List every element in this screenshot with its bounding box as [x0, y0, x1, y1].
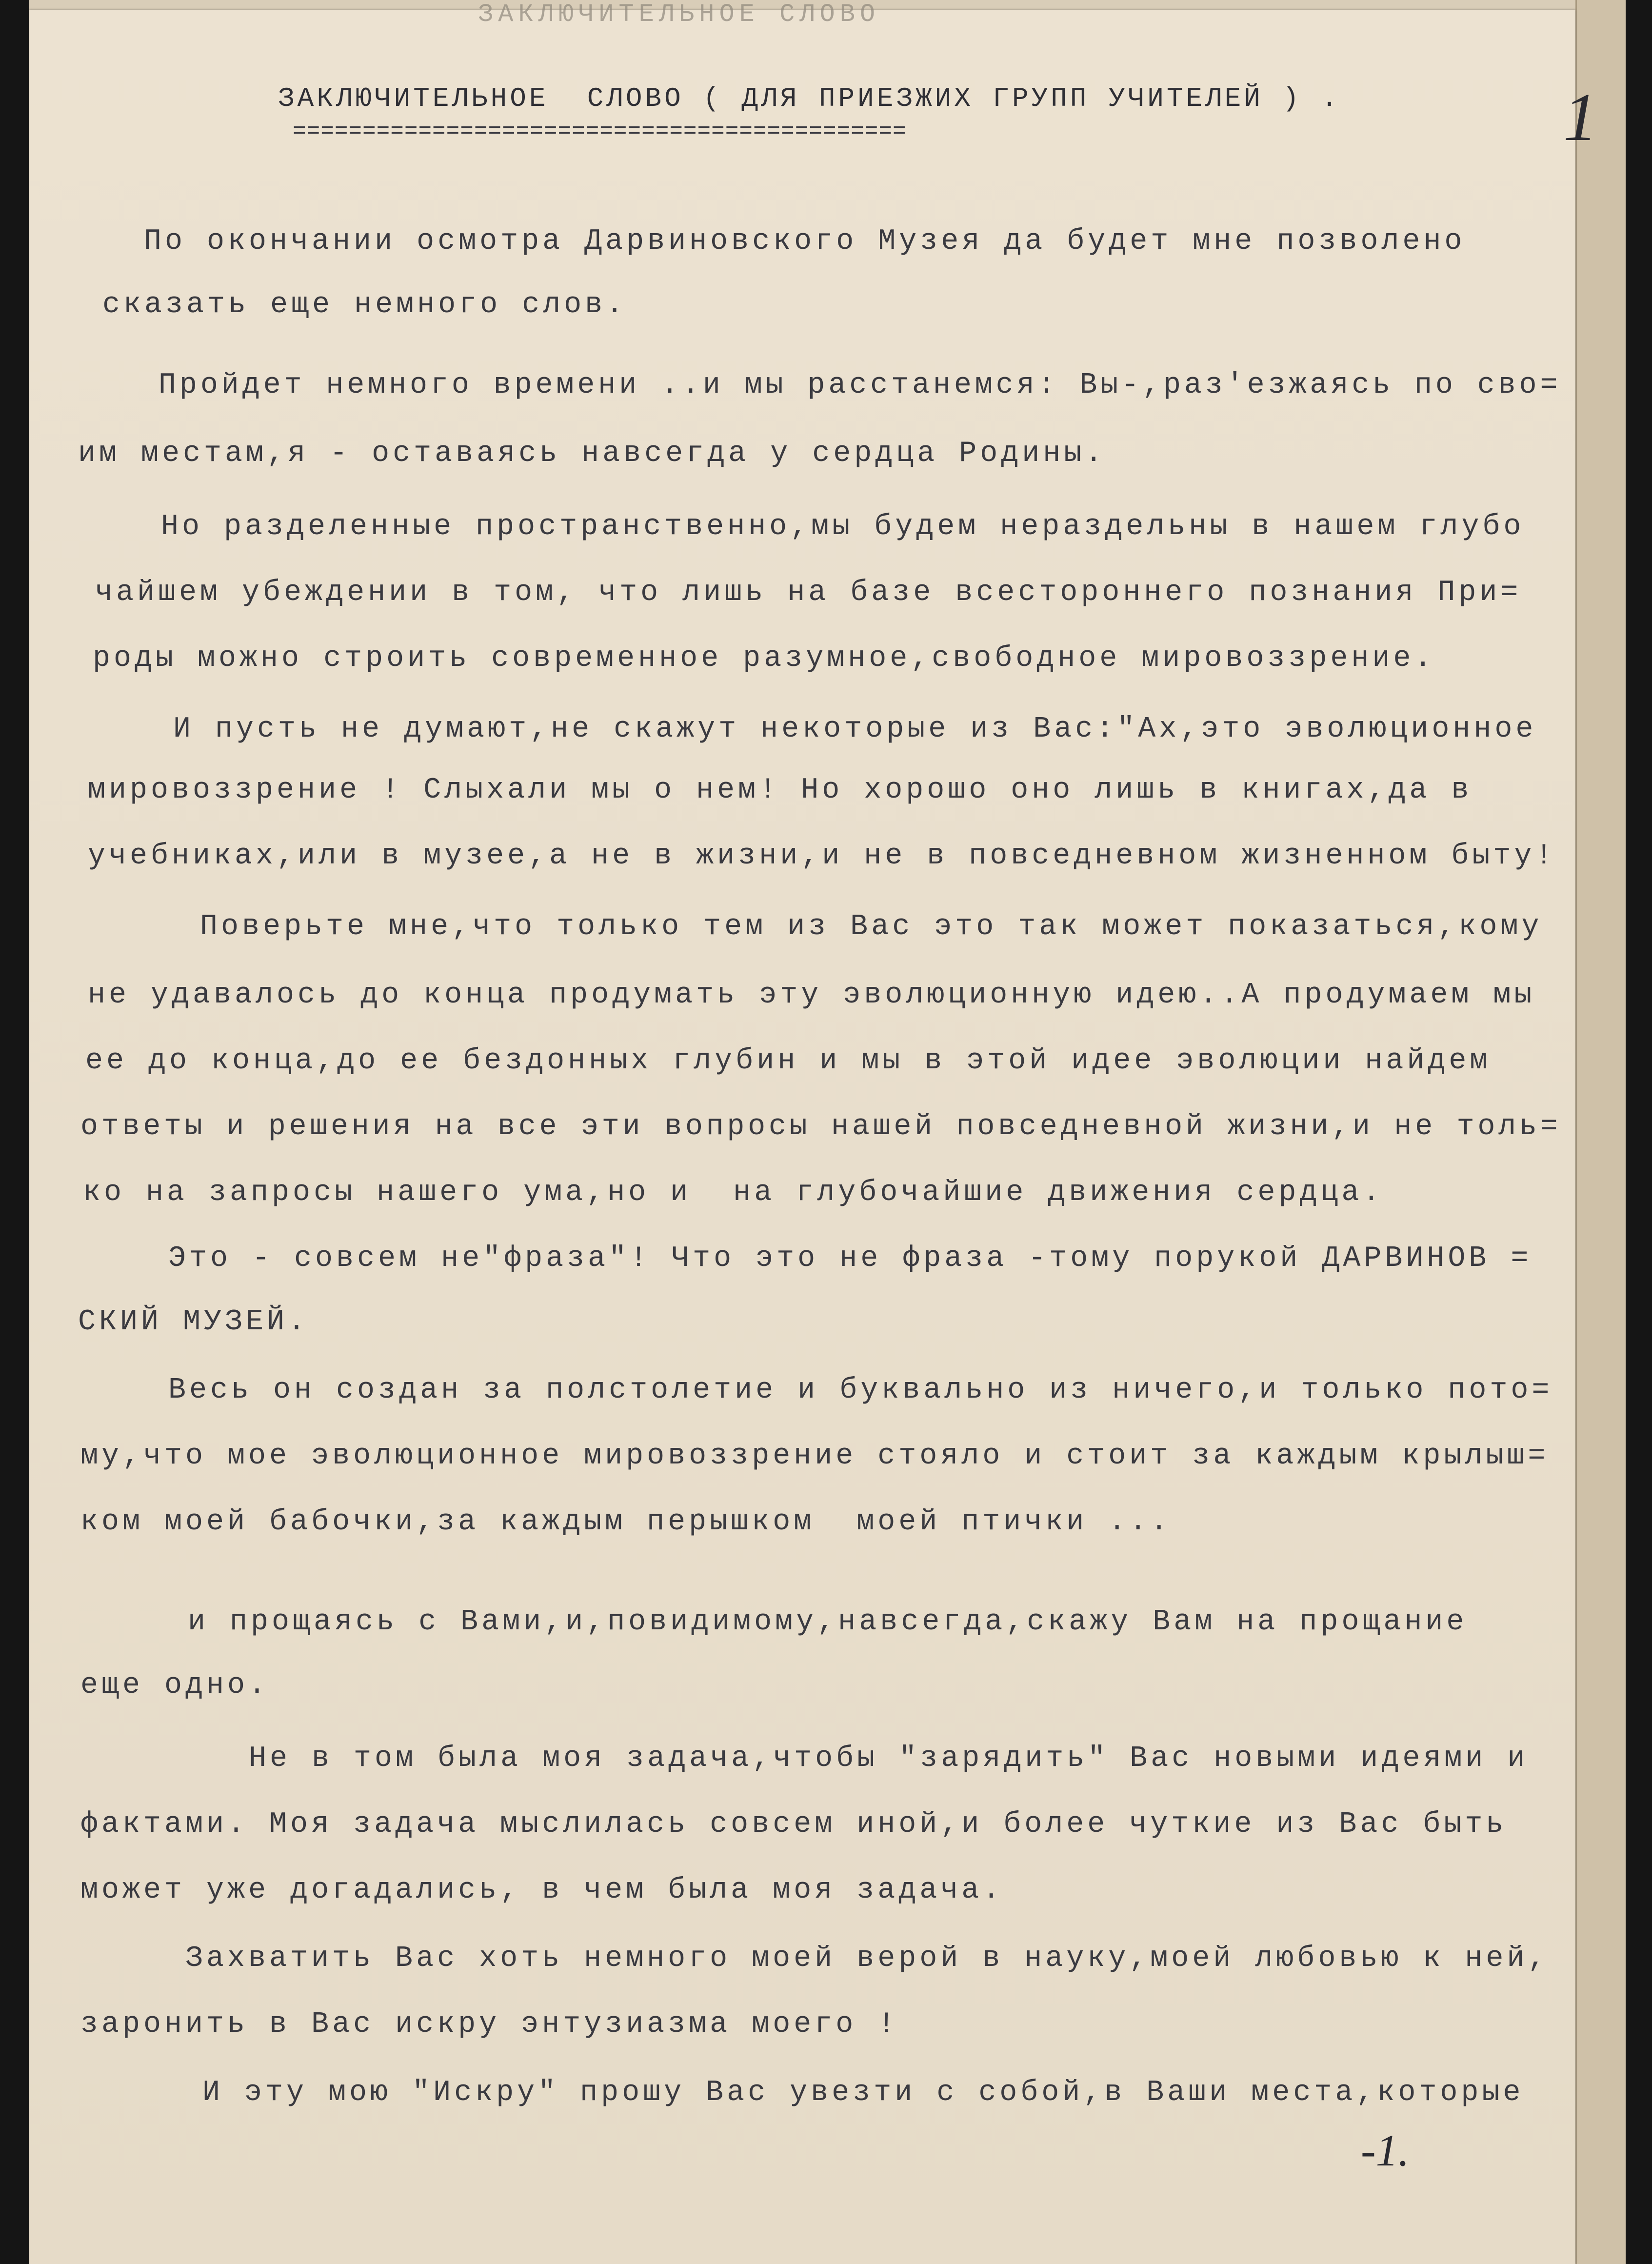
text-line: сказать еще немного слов. [102, 288, 627, 321]
text-line: и прощаясь с Вами,и,повидимому,навсегда,скажу Вам на прощание [188, 1605, 1468, 1639]
text-line: чайшем убеждении в том, что лишь на базе всестороннего познания При= [95, 576, 1522, 609]
text-line: учебниках,или в музее,а не в жизни,и не в повседневном жизненном быту! [88, 840, 1556, 873]
text-line: роды можно строить современное разумное,свободное мировоззрение. [93, 642, 1435, 675]
text-line: фактами. Моя задача мыслилась совсем иной,и более чуткие из Вас быть [80, 1808, 1507, 1841]
text-line: И пусть не думают,не скажут некоторые из Вас:"Ах,это эволюционное [173, 713, 1537, 746]
title-underline: ============================================ [293, 119, 907, 144]
text-line: Пройдет немного времени ..и мы расстанемся: Вы-,раз'езжаясь по сво= [159, 369, 1561, 402]
sheet-edge [1575, 0, 1626, 2264]
text-line: мировоззрение ! Слыхали мы о нем! Но хорошо оно лишь в книгах,да в [88, 774, 1473, 807]
text-line: По окончании осмотра Дарвиновского Музея да будет мне позволено [144, 225, 1466, 258]
text-line: может уже догадались, в чем была моя задача. [80, 1874, 1004, 1907]
text-line: ответы и решения на все эти вопросы нашей повседневной жизни,и не толь= [80, 1110, 1561, 1143]
text-line: ко на запросы нашего ума,но и на глубочайшие движения сердца. [83, 1176, 1384, 1209]
footer-page-mark: -1. [1361, 2125, 1410, 2175]
document-title: ЗАКЛЮЧИТЕЛЬНОЕ СЛОВО ( ДЛЯ ПРИЕЗЖИХ ГРУПП УЧИТЕЛЕЙ ) . [278, 83, 1341, 114]
text-line: Это - совсем не"фраза"! Что это не фраза -тому порукой ДАРВИНОВ = [168, 1242, 1532, 1275]
text-line: Весь он создан за полстолетие и буквально из ничего,и только пото= [168, 1374, 1553, 1407]
text-line: не удавалось до конца продумать эту эволюционную идею..А продумаем мы [88, 979, 1535, 1012]
text-line: Захватить Вас хоть немного моей верой в науку,моей любовью к ней, [185, 1942, 1549, 1975]
text-line: Но разделенные пространственно,мы будем нераздельны в нашем глубо [161, 510, 1525, 543]
text-line: И эту мою "Искру" прошу Вас увезти с собой,в Ваши места,которые [202, 2076, 1524, 2109]
text-line: му,что мое эволюционное мировоззрение стояло и стоит за каждым крылыш= [80, 1440, 1549, 1473]
text-line: СКИЙ МУЗЕЙ. [78, 1305, 309, 1339]
page-number: 1 [1563, 80, 1597, 155]
text-line: ее до конца,до ее бездонных глубин и мы в этой идее эволюции найдем [85, 1044, 1491, 1078]
bleed-through-text: ЗАКЛЮЧИТЕЛЬНОЕ СЛОВО [478, 0, 880, 29]
text-line: Не в том была моя задача,чтобы "зарядить" Вас новыми идеями и [249, 1742, 1529, 1775]
text-line: еще одно. [80, 1669, 270, 1702]
text-line: Поверьте мне,что только тем из Вас это так может показаться,кому [200, 910, 1543, 943]
text-line: заронить в Вас искру энтузиазма моего ! [80, 2008, 899, 2041]
text-line: им местам,я - оставаясь навсегда у сердца Родины. [78, 437, 1106, 470]
text-line: ком моей бабочки,за каждым перышком моей птички ... [80, 1505, 1172, 1539]
